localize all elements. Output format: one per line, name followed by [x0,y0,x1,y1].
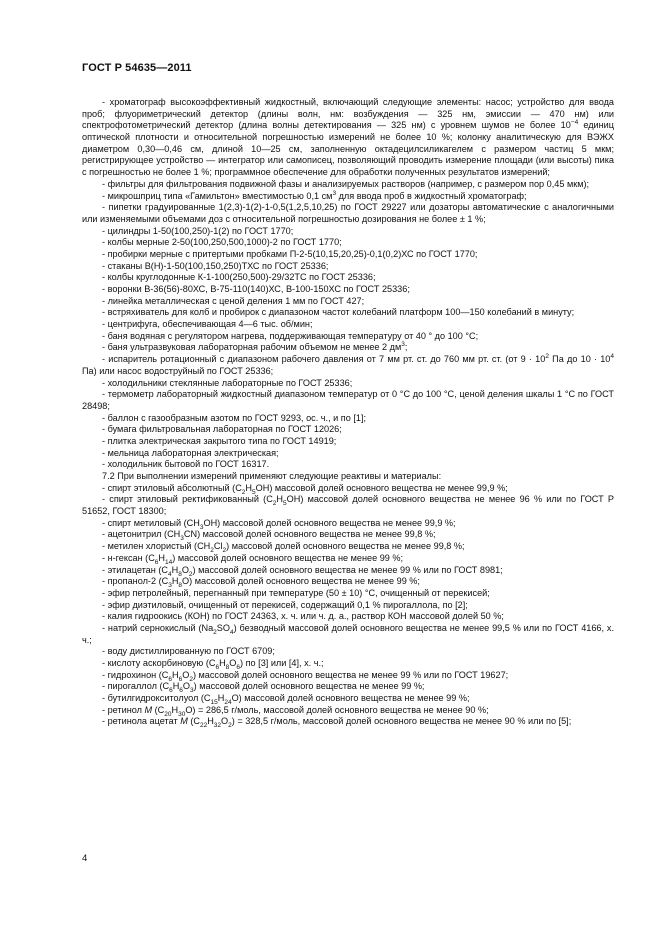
document-paragraph: - пробирки мерные с притертыми пробками П-2-5(10,15,20,25)-0,1(0,2)ХС по ГОСТ 1770; [102,248,478,259]
document-paragraph: - эфир диэтиловый, очищенный от перекисей, содержащий 0,1 % пирогаллола, по [2]; [102,599,468,610]
document-paragraph: - бумага фильтровальная лабораторная по ГОСТ 12026; [102,424,342,435]
document-paragraph: - холодильник бытовой по ГОСТ 16317. [102,459,270,470]
document-paragraph: - пирогаллол $(С_6Н_6О_3)$ массовой долей основного вещества не менее 99 %; [102,681,425,695]
document-paragraph: - пипетки градуированные 1(2,3)-1(2)-1-0,5(1,2,5,10,25) по ГОСТ 29227 или дозаторы автоматические с аналогичными или изменяемыми объемами доз с относительной погрешностью дозирования не более ± 1 %; [82,202,614,224]
document-body [82,97,614,728]
document-paragraph: - ретинол М $(С_{20}Н_{30}О) = 286,5$ г/моль, массовой долей основного вещества не менее 90 %; [102,704,489,718]
document-paragraph: - испаритель ротационный с диапазоном рабочего давления от 7 мм рт. ст. до 760 мм рт. ст. (от $9 \cdot 10^2$ Па до $10 \cdot 10^4$ Па) или насос водоструйный по ГОСТ 25336; [82,353,614,376]
document-paragraph: - гидрохинон $(С_6Н_6О_2)$ массовой долей основного вещества не менее 99 % или по ГОСТ 19627; [102,669,509,683]
document-paragraph: - колбы мерные 2-50(100,250,500,1000)-2 по ГОСТ 1770; [102,237,342,248]
document-paragraph: - ацетонитрил $(СН_3СN)$ массовой долей основного вещества не менее 99,8 %; [102,529,436,543]
document-paragraph: - хроматограф высокоэффективный жидкостный, включающий следующие элементы: насос; устройство для ввода проб; флуориметрический детектор (длины волн, нм: возбуждения — 325 нм, эмиссии — 470 нм) или спектрофотометрический детектор (длина волны детектирования — 325 нм) с уровнем шумов не более $10^{-4}$ единиц оптической плотности и относительной погрешностью измерений не более 10 %; колонку аналитическую для ВЭЖХ диаметром 0,30—0,46 см, длиной 10—25 см, заполненную октадецилсиликагелем с размером частиц 5 мкм; регистрирующее устройство — интегратор или самописец, позволяющий проводить измерение площади (или высоты) пика с погрешностью не более 1 %; программное обеспечение для обработки полученных результатов измерений; [82,97,614,178]
document-paragraph: - микрошприц типа «Гамильтон» вместимостью 0,1 $см^3$ для ввода проб в жидкостный хроматограф; [102,189,527,201]
document-paragraph: - цилиндры 1-50(100,250)-1(2) по ГОСТ 1770; [102,225,294,236]
document-paragraph: - термометр лабораторный жидкостный диапазоном температур от 0 °С до 100 °С, ценой деления шкалы 1 °С по ГОСТ 28498; [82,389,614,411]
document-paragraph: - холодильники стеклянные лабораторные по ГОСТ 25336; [102,377,353,388]
document-paragraph: - баня водяная с регулятором нагрева, поддерживающая температуру от 40 ° до 100 °С; [102,330,479,341]
document-paragraph: - воронки В-36(56)-80ХС, В-75-110(140)ХС, В-100-150ХС по ГОСТ 25336; [102,284,410,294]
document-paragraph: - стаканы В(Н)-1-50(100,150,250)ТХС по ГОСТ 25336; [102,260,329,271]
document-paragraph: - натрий сернокислый $(Na_2SO_4)$ безводный массовой долей основного вещества не менее 99,5 % или по ГОСТ 4166, х. ч.; [82,622,614,645]
document-paragraph: - спирт этиловый ректификованный $(С_2Н_5ОН)$ массовой долей основного вещества не менее 96 % или по ГОСТ Р 51652, ГОСТ 18300; [82,494,614,517]
document-paragraph: - воду дистиллированную по ГОСТ 6709; [102,646,275,657]
document-paragraph: - спирт этиловый абсолютный $(С_2Н_5ОН)$ массовой долей основного вещества не менее 99,9 %; [102,482,508,496]
document-paragraph: - калия гидроокись (КОН) по ГОСТ 24363, х. ч. или ч. д. а., раствор КОН массовой долей 50 %; [102,611,504,622]
document-paragraph: - плитка электрическая закрытого типа по ГОСТ 14919; [102,435,337,446]
page-number: 4 [82,853,88,864]
document-paragraph: - центрифуга, обеспечивающая 4—6 тыс. об/мин; [102,319,313,330]
document-header: ГОСТ Р 54635—2011 [82,62,192,74]
document-paragraph: - баня ультразвуковая лабораторная рабочим объемом не менее 2 $дм^3$; [102,341,408,353]
document-paragraph: - встряхиватель для колб и пробирок с диапазоном частот колебаний платформ 100—150 колебаний в минуту; [102,307,575,318]
document-paragraph: - н-гексан $(С_6Н_{14})$ массовой долей основного вещества не менее 99 %; [102,552,404,566]
document-paragraph: - баллон с газообразным азотом по ГОСТ 9293, ос. ч., и по [1]; [102,412,367,423]
document-paragraph: - метилен хлористый $(СН_2Сl_2)$ массовой долей основного вещества не менее 99,8 %; [102,541,465,554]
document-paragraph: - колбы круглодонные К-1-100(250,500)-29/32ТС по ГОСТ 25336; [102,272,376,283]
document-paragraph: - спирт метиловый $(СН_3ОН)$ массовой долей основного вещества не менее 99,9 %; [102,517,456,531]
document-paragraph: 7.2 При выполнении измерений применяют следующие реактивы и материалы: [102,471,442,481]
document-paragraph: - пропанол-2 $(С_3Н_8О)$ массовой долей основного вещества не менее 99 %; [102,576,420,590]
document-paragraph: - эфир петролейный, перегнанный при температуре (50 ± 10) °С, очищенный от перекисей; [102,587,490,598]
document-paragraph: - линейка металлическая с ценой деления 1 мм по ГОСТ 427; [102,295,365,306]
document-paragraph: - ретинола ацетат М $(С_{22}Н_{32}О_2) = 328,5$ г/моль, массовой долей основного вещества не менее 90 % или по [5]; [102,716,572,730]
document-paragraph: - бутилгидрокситолуол $(С_{15}Н_{24}О)$ массовой долей основного вещества не менее 99 %; [102,693,470,706]
document-paragraph: - фильтры для фильтрования подвижной фазы и анализируемых растворов (например, с размером пор 0,45 мкм); [102,178,590,189]
document-paragraph: - этилацетан $(С_4Н_8О_2)$ массовой долей основного вещества не менее 99 % или по ГОСТ 8981; [102,564,503,578]
document-paragraph: - мельница лабораторная электрическая; [102,447,279,458]
document-paragraph: - кислоту аскорбиновую $(С_6Н_8О_6)$ по [3] или [4], х. ч.; [102,658,324,671]
